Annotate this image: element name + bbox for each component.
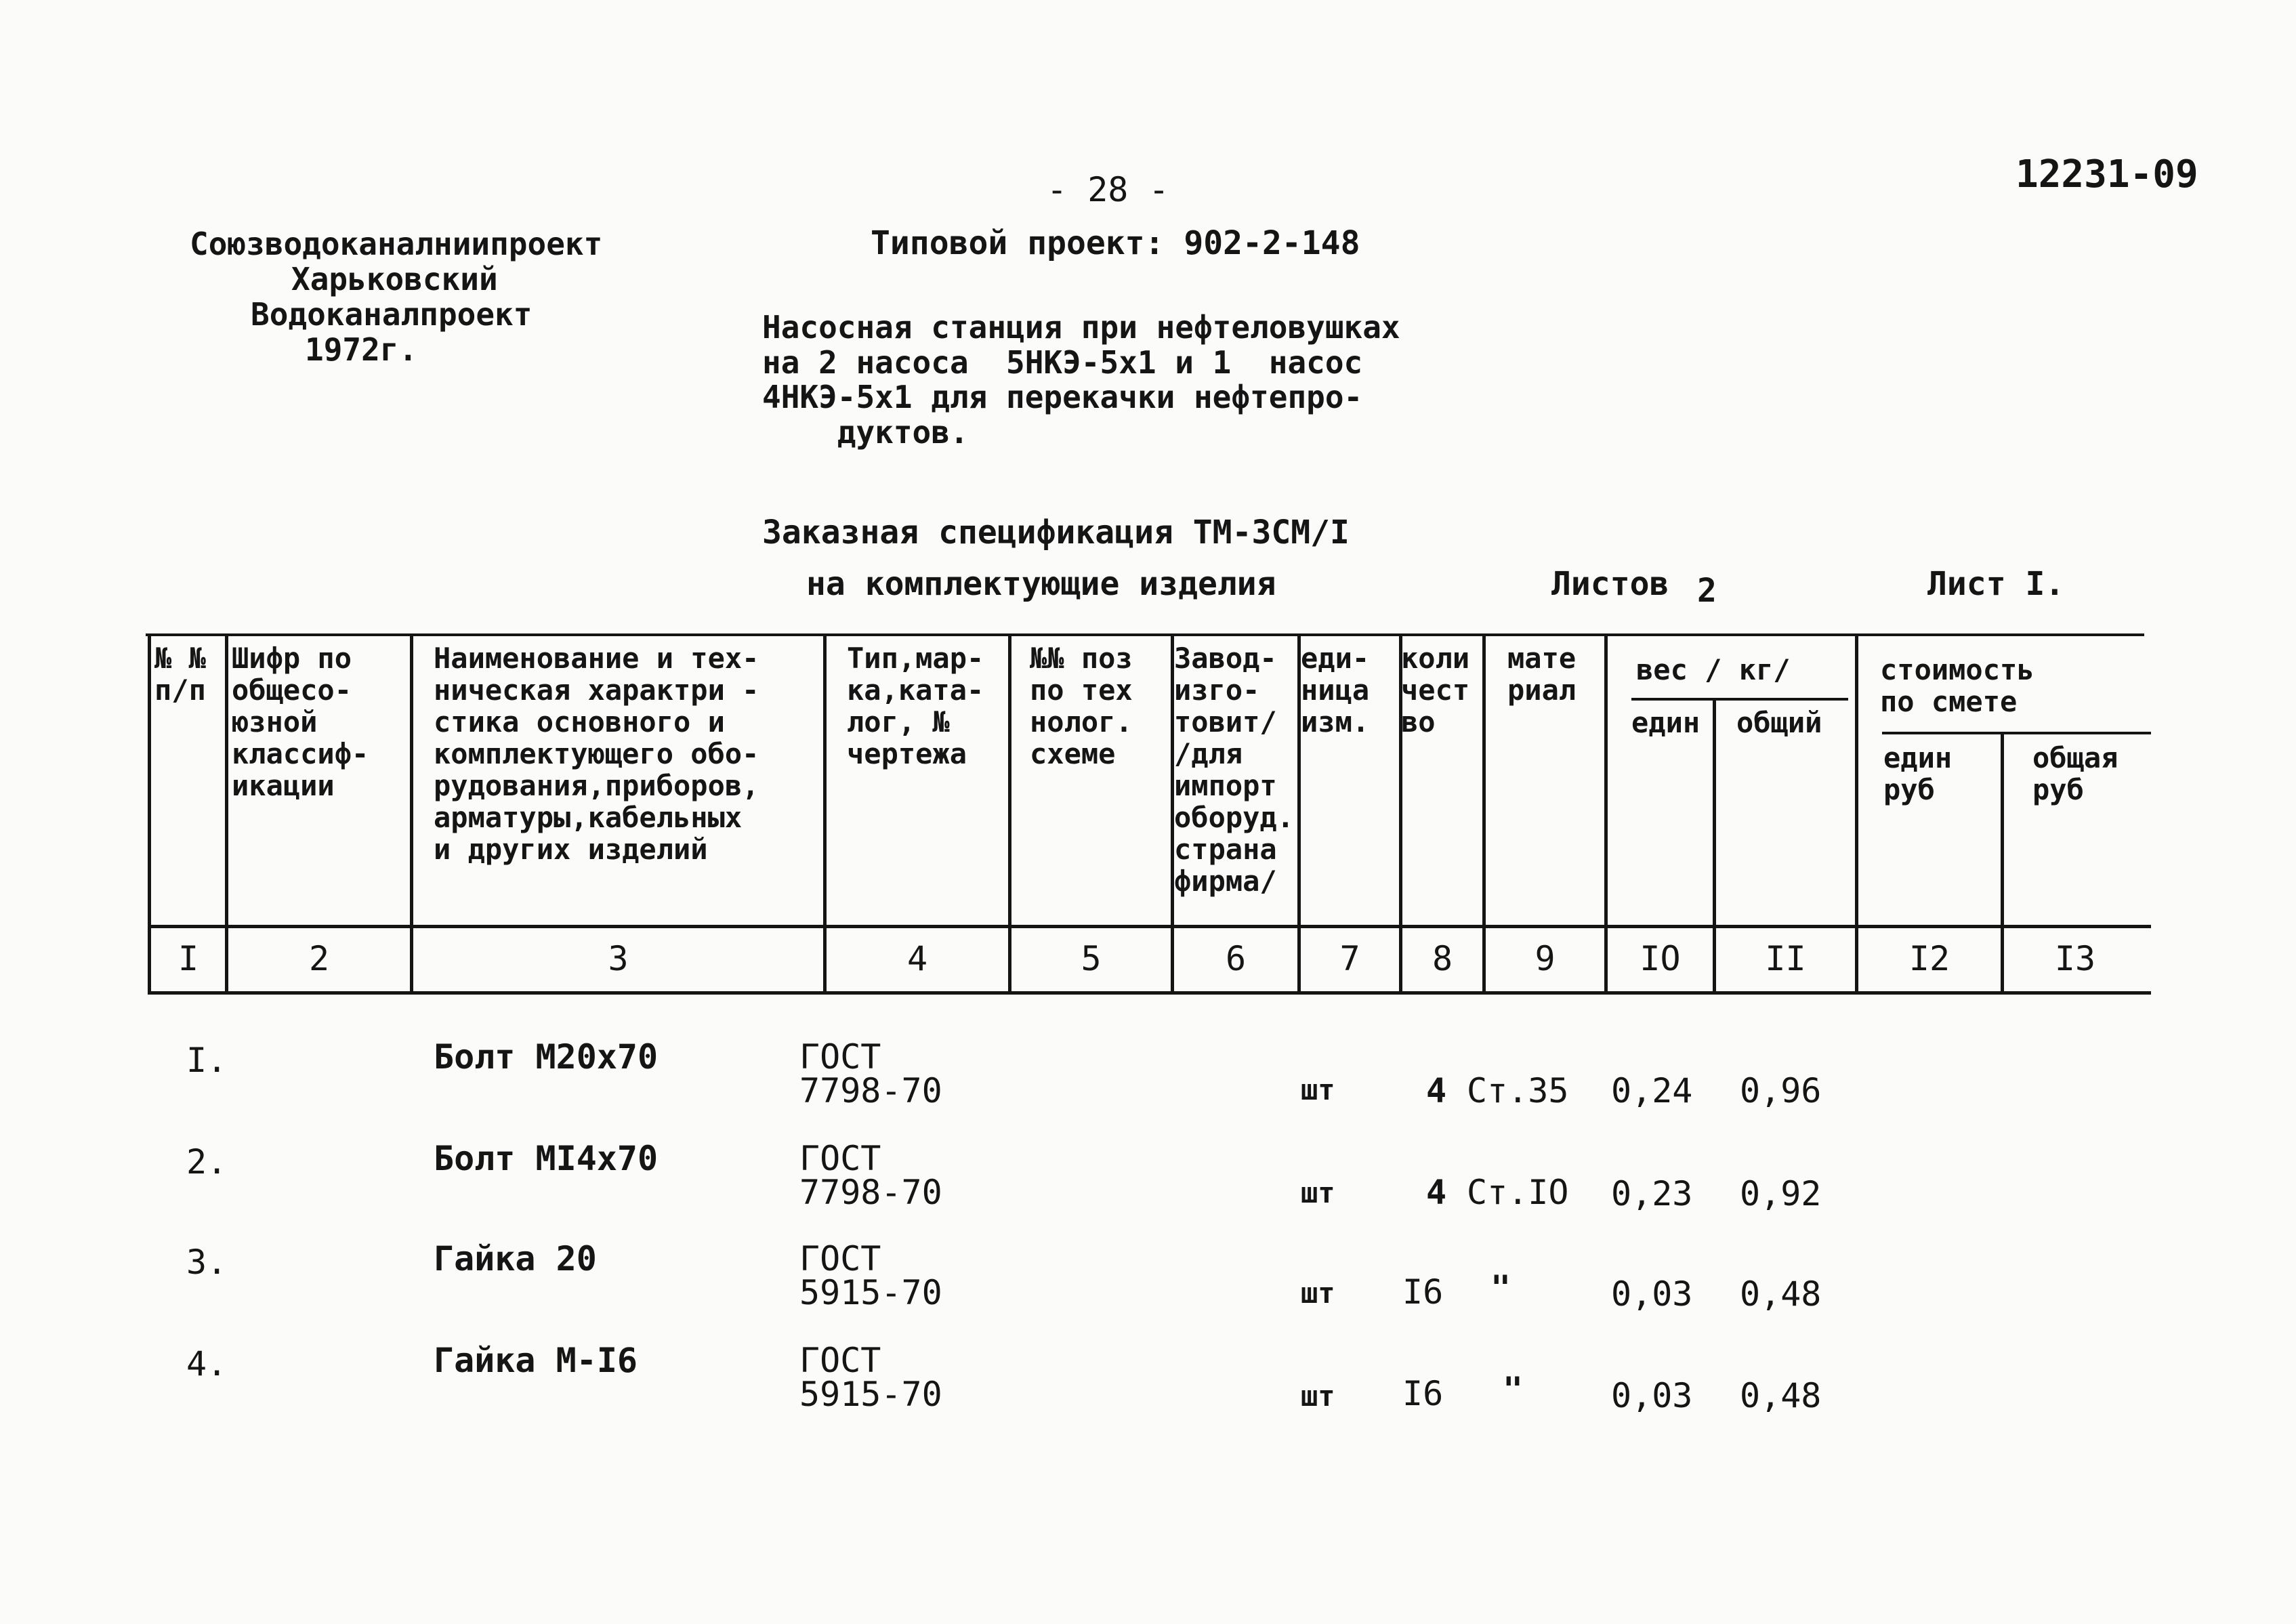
org-year: 1972г. [305, 331, 418, 368]
header-col-6: Завод- изго- товит/ /для импорт оборуд. страна фирма/ [1174, 642, 1295, 898]
header-col-3: Наименование и тех- ническая характри - стика основного и комплектующего обо- рудования,приборов, арматуры,кабельных и других изделий [434, 642, 759, 867]
row-weight-total: 0,92 [1740, 1174, 1822, 1213]
row-qty: 4 [1426, 1173, 1447, 1212]
col-border-0 [148, 635, 151, 995]
colnum-bottom-border [149, 991, 2151, 995]
sheets-label: Листов [1551, 565, 1669, 603]
header-col-5: №№ поз по тех нолог. схеме [1030, 642, 1133, 771]
row-name: Гайка 20 [434, 1239, 597, 1278]
org-line-2: Харьковский [291, 261, 498, 297]
col-number-1: I [178, 939, 199, 978]
project-description: Насосная станция при нефтеловушках на 2 насоса 5НКЭ-5х1 и 1 насос 4НКЭ-5х1 для перекачки нефтепро- дуктов. [762, 309, 1400, 451]
row-unit: шт [1301, 1379, 1335, 1413]
header-col-8: коли чест во [1401, 642, 1470, 739]
document-code: 12231-09 [2016, 152, 2198, 196]
sheets-count: 2 [1697, 572, 1717, 610]
col-border-11 [1855, 635, 1858, 995]
col-number-10: IO [1640, 939, 1681, 978]
header-col-10: един [1631, 706, 1700, 739]
row-weight-unit: 0,23 [1611, 1174, 1693, 1213]
col-number-12: I2 [1908, 939, 1950, 978]
table-top-border [146, 633, 2144, 636]
col-border-1 [225, 635, 228, 995]
header-col-9: мате риал [1507, 642, 1577, 707]
header-col-12: един руб [1883, 741, 1953, 807]
row-weight-total: 0,96 [1740, 1071, 1822, 1110]
col-number-9: 9 [1535, 939, 1556, 978]
row-material: Ст.IO [1467, 1173, 1569, 1212]
row-material: Ст.35 [1467, 1071, 1569, 1110]
row-material: " [1503, 1370, 1524, 1409]
row-weight-unit: 0,03 [1611, 1274, 1693, 1314]
row-type: ГОСТ 7798-70 [799, 1037, 942, 1110]
row-number: I. [186, 1041, 228, 1080]
row-weight-unit: 0,03 [1611, 1376, 1693, 1415]
col-number-3: 3 [608, 939, 629, 978]
sheet-number: Лист I. [1927, 565, 2065, 603]
col-border-8 [1482, 635, 1486, 995]
header-col-4: Тип,мар- ка,ката- лог, № чертежа [847, 642, 984, 771]
row-qty: I6 [1402, 1374, 1444, 1413]
page-number: - 28 - [1047, 170, 1169, 209]
row-qty: I6 [1402, 1272, 1444, 1312]
header-col-7: еди- ница изм. [1301, 642, 1370, 739]
col-number-6: 6 [1225, 939, 1247, 978]
row-number: 2. [186, 1142, 228, 1182]
col-number-5: 5 [1081, 939, 1102, 978]
row-unit: шт [1301, 1176, 1335, 1209]
row-material: " [1490, 1268, 1511, 1308]
row-unit: шт [1301, 1276, 1335, 1310]
row-type: ГОСТ 5915-70 [799, 1239, 942, 1312]
col-number-8: 8 [1432, 939, 1453, 978]
row-name: Болт МI4х70 [434, 1139, 659, 1178]
col-number-11: II [1765, 939, 1806, 978]
row-type: ГОСТ 5915-70 [799, 1341, 942, 1414]
row-number: 3. [186, 1243, 228, 1282]
col-border-4 [1008, 635, 1011, 995]
row-name: Гайка М-I6 [434, 1341, 638, 1380]
row-number: 4. [186, 1344, 228, 1383]
header-col-1: № № п/п [154, 642, 206, 707]
header-cost-group: стоимость по смете [1880, 653, 2034, 719]
spec-title: Заказная спецификация ТМ-3СМ/I [762, 514, 1350, 551]
header-col-2: Шифр по общесо- юзной классиф- икации [232, 642, 369, 803]
row-type: ГОСТ 7798-70 [799, 1139, 942, 1212]
row-qty: 4 [1426, 1071, 1447, 1110]
row-weight-total: 0,48 [1740, 1274, 1822, 1314]
col-number-7: 7 [1339, 939, 1360, 978]
col-border-3 [823, 635, 827, 995]
cost-group-divider [1882, 732, 2151, 734]
row-unit: шт [1301, 1073, 1335, 1106]
row-name: Болт М20х70 [434, 1037, 659, 1077]
header-col-11: общий [1736, 706, 1822, 739]
row-weight-total: 0,48 [1740, 1376, 1822, 1415]
col-border-2 [410, 635, 413, 995]
spec-subtitle: на комплектующие изделия [806, 565, 1276, 603]
org-line-1: Союзводоканалниипроект [190, 226, 603, 262]
col-border-9 [1604, 635, 1608, 995]
col-number-4: 4 [906, 939, 928, 978]
org-line-3: Водоканалпроект [251, 296, 533, 333]
header-weight-group: вес / кг/ [1636, 653, 1791, 686]
row-weight-unit: 0,24 [1611, 1071, 1693, 1110]
header-bottom-border [149, 925, 2151, 928]
header-col-13: общая руб [2032, 741, 2118, 807]
col-number-13: I3 [2054, 939, 2096, 978]
col-number-2: 2 [308, 939, 330, 978]
weight-group-divider [1631, 698, 1848, 701]
typical-project: Типовой проект: 902-2-148 [871, 224, 1360, 262]
